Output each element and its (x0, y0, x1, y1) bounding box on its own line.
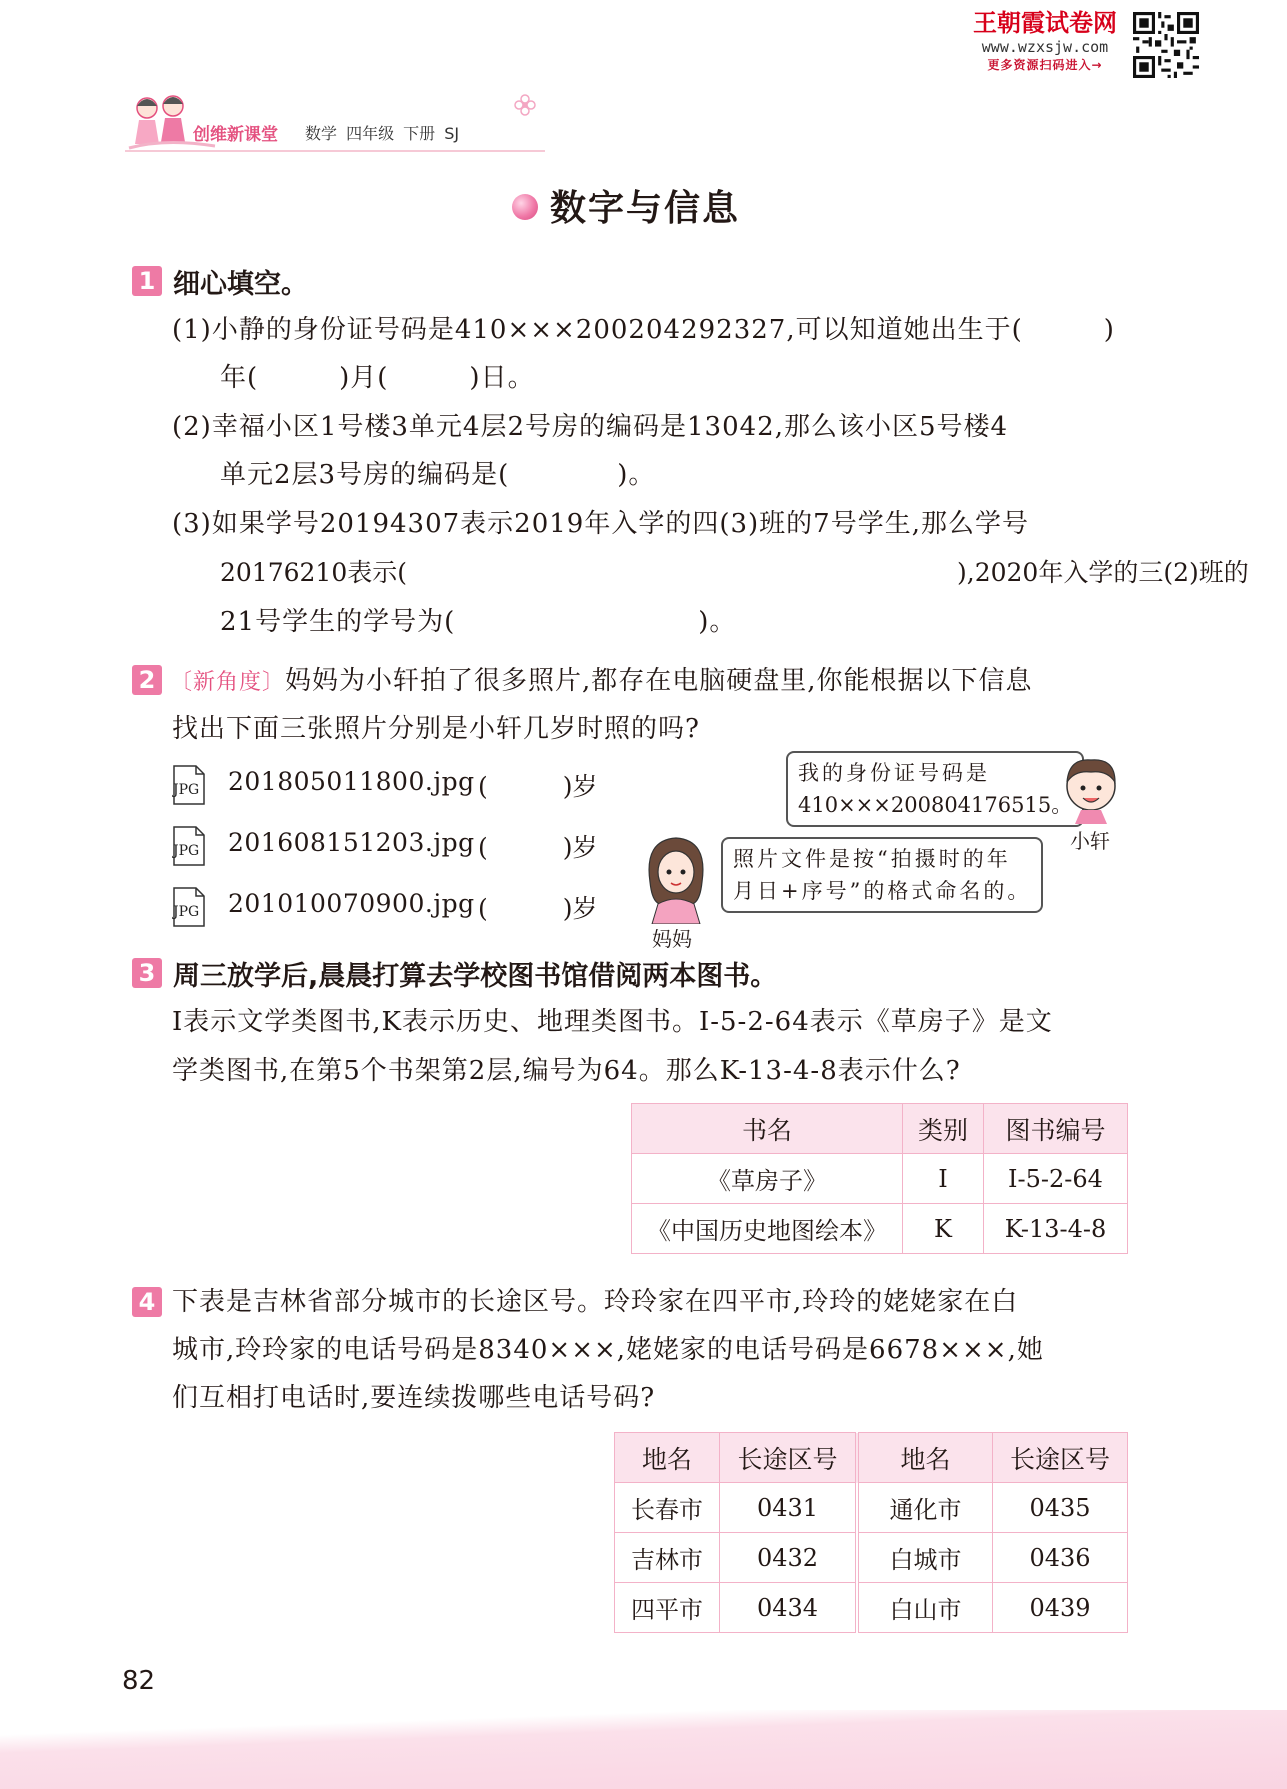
table-cell: 吉林市 (615, 1533, 720, 1583)
text-line: 找出下面三张照片分别是小轩几岁时照的吗? (172, 714, 700, 744)
table-cell: 0434 (720, 1583, 858, 1633)
table-cell: 《草房子》 (632, 1154, 903, 1204)
flower-icon (512, 92, 538, 118)
answer-blank[interactable]: ( )岁 (478, 894, 598, 923)
table-cell: 0432 (720, 1533, 858, 1583)
file-row (172, 765, 206, 809)
question-number: 2 (132, 665, 162, 695)
mom-avatar-icon (642, 832, 710, 924)
file-row (172, 826, 206, 870)
table-cell: 0435 (993, 1483, 1128, 1533)
table-header: 地名 (857, 1433, 993, 1483)
answer-blank[interactable]: ( )岁 (478, 772, 598, 801)
question-number: 3 (132, 958, 162, 988)
table-cell: 长春市 (615, 1483, 720, 1533)
boy-label: 小轩 (1070, 829, 1110, 853)
text-line: 20176210表示( ),2020年入学的三(2)班的 (220, 558, 1249, 587)
text-line: 们互相打电话时,要连续拨哪些电话号码? (172, 1383, 656, 1413)
question-number: 4 (132, 1287, 162, 1317)
jpg-file-icon (172, 765, 206, 805)
table-cell: 0439 (993, 1583, 1128, 1633)
text-line: (3)如果学号20194307表示2019年入学的四(3)班的7号学生,那么学号 (172, 509, 1029, 539)
boy-speech-bubble (786, 751, 1084, 827)
jpg-label: JPG (173, 843, 200, 859)
table-cell: 四平市 (615, 1583, 720, 1633)
text-line: 妈妈为小轩拍了很多照片,都存在电脑硬盘里,你能根据以下信息 (285, 666, 1033, 696)
question-heading: 周三放学后,晨晨打算去学校图书馆借阅两本图书。 (173, 961, 778, 992)
text-line: 21号学生的学号为( )。 (220, 607, 737, 637)
table-row (615, 1583, 1128, 1633)
boy-avatar-icon (1055, 748, 1127, 824)
series-name: 创维新课堂 (193, 125, 278, 145)
brand-more-link[interactable]: 更多资源扫码进入→ (987, 58, 1103, 72)
table-cell: 《中国历史地图绘本》 (632, 1204, 903, 1254)
question-heading: 细心填空。 (173, 269, 308, 300)
table-row (615, 1533, 1128, 1583)
text-line: 下表是吉林省部分城市的长途区号。玲玲家在四平市,玲玲的姥姥家在白 (172, 1287, 1019, 1317)
text-line: 年( )月( )日。 (220, 363, 535, 393)
table-row (632, 1204, 1128, 1254)
bubble-line: 我的身份证号码是 (798, 761, 990, 785)
file-name: 201608151203.jpg (228, 828, 475, 857)
table-header-row (632, 1104, 1128, 1154)
question-text (170, 663, 1033, 701)
header-divider (125, 150, 545, 152)
table-cell: 0436 (993, 1533, 1128, 1583)
question-number: 1 (132, 266, 162, 296)
table-header: 类别 (903, 1104, 984, 1154)
table-cell: 白城市 (857, 1533, 993, 1583)
text-line: 学类图书,在第5个书架第2层,编号为64。那么K-13-4-8表示什么? (172, 1056, 961, 1086)
qr-code-icon[interactable] (1133, 12, 1199, 78)
bubble-line: 410×××200804176515。 (798, 793, 1073, 817)
brand-name: 王朝霞试卷网 (973, 9, 1117, 37)
bubble-line: 月日+序号”的格式命名的。 (733, 879, 1032, 903)
area-code-table (614, 1432, 1128, 1633)
title-bullet (512, 194, 538, 220)
table-header-row (615, 1433, 1128, 1483)
table-cell: K-13-4-8 (984, 1204, 1128, 1254)
table-row (615, 1483, 1128, 1533)
table-cell: 白山市 (857, 1583, 993, 1633)
table-cell: K (903, 1204, 984, 1254)
table-header: 长途区号 (993, 1433, 1128, 1483)
text-line: 城市,玲玲家的电话号码是8340×××,姥姥家的电话号码是6678×××,她 (172, 1335, 1044, 1365)
mom-label: 妈妈 (652, 927, 692, 951)
text-line: (2)幸福小区1号楼3单元4层2号房的编码是13042,那么该小区5号楼4 (172, 412, 1009, 442)
brand-block (960, 8, 1130, 74)
file-name: 201805011800.jpg (228, 767, 475, 796)
table-header: 长途区号 (720, 1433, 858, 1483)
answer-blank[interactable]: ( )岁 (478, 833, 598, 862)
table-cell: I (903, 1154, 984, 1204)
table-header: 图书编号 (984, 1104, 1128, 1154)
jpg-label: JPG (173, 782, 200, 798)
file-name: 201010070900.jpg (228, 889, 475, 918)
table-header: 地名 (615, 1433, 720, 1483)
table-row (632, 1154, 1128, 1204)
footer-band (0, 1710, 1287, 1789)
text-line: (1)小静的身份证号码是410×××200204292327,可以知道她出生于( ) (172, 315, 1115, 345)
table-cell: I-5-2-64 (984, 1154, 1128, 1204)
bubble-line: 照片文件是按“拍摄时的年 (733, 847, 1011, 871)
text-line: I表示文学类图书,K表示历史、地理类图书。I-5-2-64表示《草房子》是文 (172, 1007, 1053, 1037)
jpg-label: JPG (173, 904, 200, 920)
brand-url: www.wzxsjw.com (981, 38, 1109, 56)
table-cell: 通化市 (857, 1483, 993, 1533)
table-header: 书名 (632, 1104, 903, 1154)
subject-info: 数学 四年级 下册 SJ (305, 124, 460, 143)
mom-speech-bubble (721, 837, 1043, 913)
file-row (172, 887, 206, 931)
jpg-file-icon (172, 887, 206, 927)
new-angle-tag: 〔新角度〕 (170, 670, 286, 695)
text-line: 单元2层3号房的编码是( )。 (220, 460, 656, 490)
book-table (631, 1103, 1128, 1254)
table-cell: 0431 (720, 1483, 858, 1533)
page-number: 82 (122, 1666, 156, 1696)
page-title: 数字与信息 (550, 188, 741, 229)
jpg-file-icon (172, 826, 206, 866)
